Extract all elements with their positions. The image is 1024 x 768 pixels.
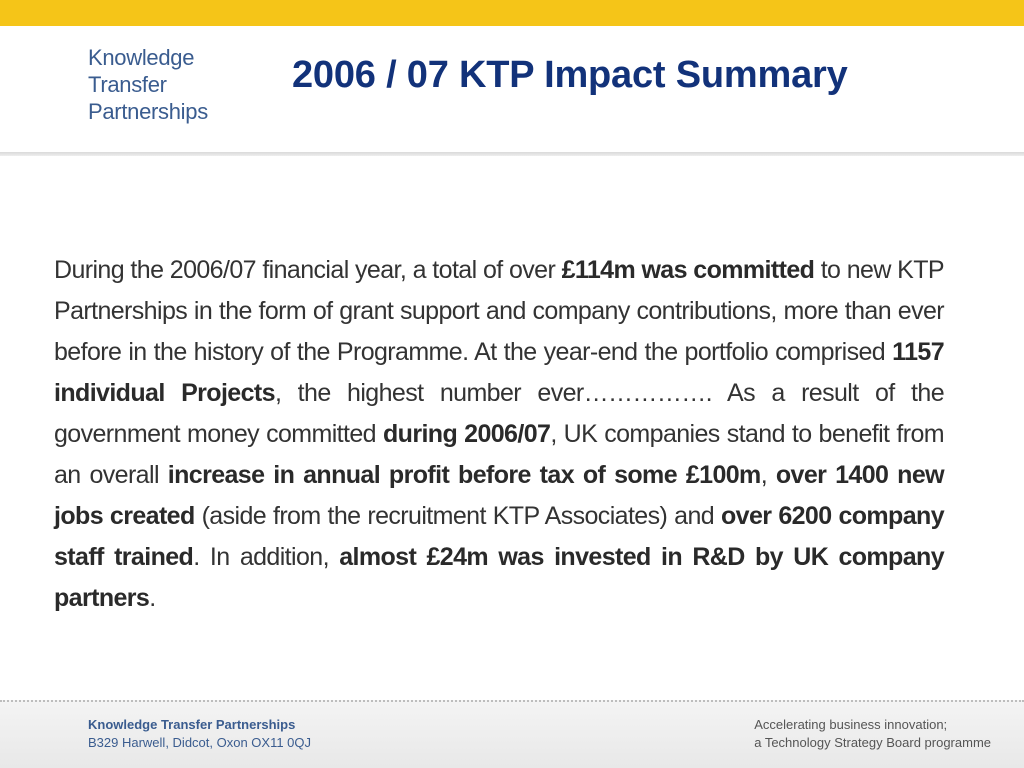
- highlight-profit-increase: increase in annual profit before tax of some £100m: [167, 461, 761, 489]
- text-segment: to new KTP Partnerships in the form of grant support and company contributions, more than ever before in the history of the Programme. At the year-end the portfolio comprised: [54, 256, 944, 366]
- footer-tagline: [754, 716, 991, 752]
- ktp-logo: [88, 44, 208, 125]
- impact-summary-paragraph: [54, 250, 944, 619]
- text-segment: , UK companies stand to benefit from an overall: [54, 420, 944, 489]
- text-segment: . In addition,: [193, 543, 340, 571]
- logo-line-3: Partnerships: [88, 99, 208, 124]
- footer-tagline-line-1: Accelerating business innovation;: [754, 717, 948, 732]
- footer-contact: [88, 716, 311, 752]
- text-segment: During the 2006/07 financial year, a total of over: [54, 256, 562, 284]
- logo-line-1: Knowledge: [88, 45, 195, 70]
- highlight-rd-investment: almost £24m was invested in R&D by UK company partners: [54, 543, 945, 612]
- slide-title: 2006 / 07 KTP Impact Summary: [292, 54, 848, 96]
- header-divider: [0, 152, 1024, 156]
- text-segment: , the highest number ever……………. As a result of the government money committed: [54, 379, 944, 448]
- footer-address: B329 Harwell, Didcot, Oxon OX11 0QJ: [88, 735, 312, 750]
- highlight-funding-committed: £114m was committed: [561, 256, 815, 284]
- footer-tagline-line-2: a Technology Strategy Board programme: [754, 735, 991, 750]
- text-segment: .: [149, 584, 156, 612]
- text-segment: (aside from the recruitment KTP Associates) and: [194, 502, 721, 530]
- highlight-jobs-created: over 1400 new jobs created: [54, 461, 945, 530]
- footer-org-name: Knowledge Transfer Partnerships: [88, 717, 296, 732]
- text-segment: ,: [760, 461, 776, 489]
- highlight-projects: 1157 individual Projects: [54, 338, 944, 407]
- highlight-period: during 2006/07: [382, 420, 551, 448]
- logo-line-2: Transfer: [88, 72, 167, 97]
- highlight-staff-trained: over 6200 company staff trained: [54, 502, 945, 571]
- footer-dotted-divider: [0, 700, 1024, 702]
- top-accent-bar: [0, 0, 1024, 26]
